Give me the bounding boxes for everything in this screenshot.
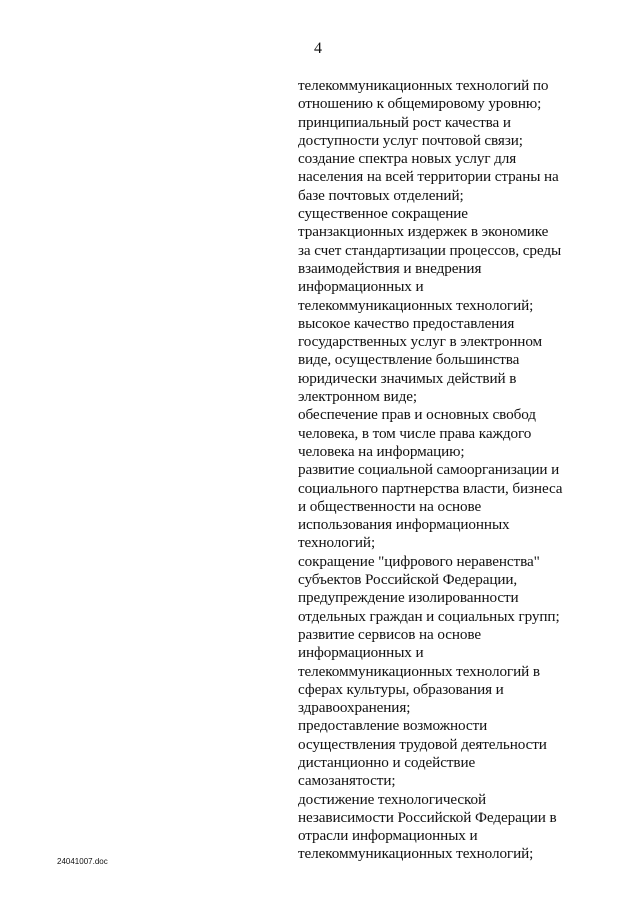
text-line: информационных и [298,644,424,662]
text-line: социального партнерства власти, бизнеса [298,479,563,497]
text-line: принципиальный рост качества и [298,113,511,131]
text-line: за счет стандартизации процессов, среды [298,241,562,259]
text-line: информационных и [298,278,424,296]
text-line: достижение технологической [298,790,487,808]
text-line: осуществления трудовой деятельности [298,735,547,753]
text-line: использования информационных [298,516,510,534]
text-line: взаимодействия и внедрения [298,259,482,277]
text-line: доступности услуг почтовой связи; [298,131,523,149]
text-line: предупреждение изолированности [298,589,519,607]
text-line: предоставление возможности [298,717,488,735]
text-line: юридически значимых действий в [298,369,517,387]
text-line: телекоммуникационных технологий в [298,662,540,680]
text-line: телекоммуникационных технологий; [298,296,534,314]
text-line: отношению к общемировому уровню; [298,95,542,113]
text-line: отрасли информационных и [298,827,478,845]
text-line: создание спектра новых услуг для [298,150,517,168]
text-line: дистанционно и содействие [298,753,476,771]
text-line: транзакционных издержек в экономике [298,223,549,241]
text-line: человека на информацию; [298,442,465,460]
text-line: телекоммуникационных технологий; [298,845,534,863]
text-line: сферах культуры, образования и [298,680,504,698]
text-line: здравоохранения; [298,699,411,717]
text-line: сокращение "цифрового неравенства" [298,552,540,570]
text-line: электронном виде; [298,388,418,406]
text-line: человека, в том числе права каждого [298,424,532,442]
text-line: высокое качество предоставления [298,314,515,332]
text-line: отдельных граждан и социальных групп; [298,607,560,625]
text-line: базе почтовых отделений; [298,186,464,204]
text-line: населения на всей территории страны на [298,168,559,186]
text-line: субъектов Российской Федерации, [298,571,518,589]
page-number: 4 [314,40,322,57]
body-text-column [298,77,584,864]
text-line: развитие сервисов на основе [298,625,482,643]
text-line: развитие социальной самоорганизации и [298,461,560,479]
text-line: государственных услуг в электронном [298,333,543,351]
text-line: самозанятости; [298,772,396,790]
text-line: технологий; [298,534,376,552]
text-line: и общественности на основе [298,497,482,515]
text-line: телекоммуникационных технологий по [298,77,549,94]
footer-filename: 24041007.doc [57,857,108,866]
text-line: существенное сокращение [298,205,468,223]
text-line: виде, осуществление большинства [298,351,520,369]
text-line: независимости Российской Федерации в [298,808,557,826]
text-line: обеспечение прав и основных свобод [298,406,536,424]
